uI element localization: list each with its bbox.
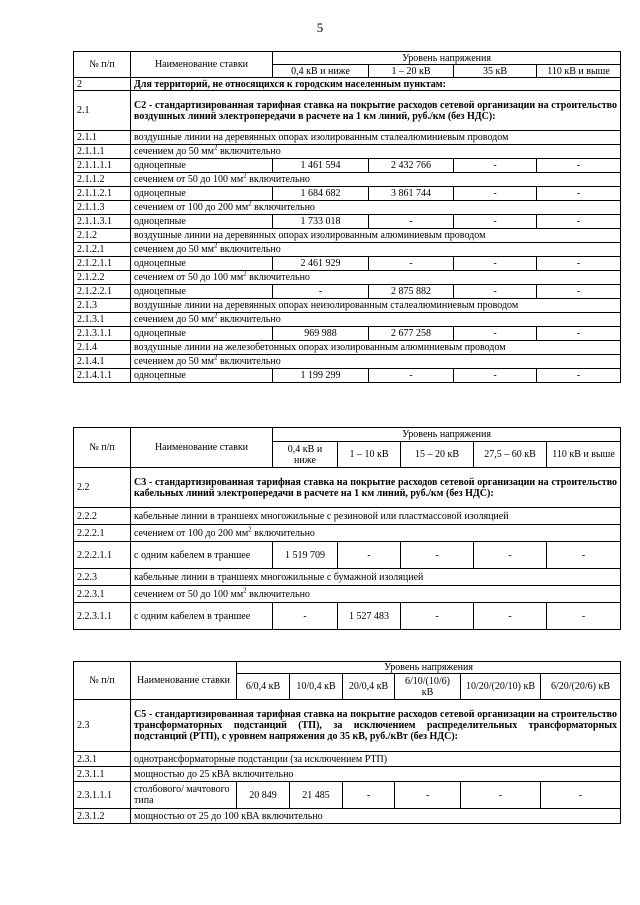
rate-value: 969 988 [273,327,369,341]
row-number: 2.1.3.1.1 [74,327,131,341]
rate-value: 1 461 594 [273,159,369,173]
row-title: воздушные линии на деревянных опорах изолированным алюминиевым проводом [131,229,621,243]
row-title: кабельные линии в траншеях многожильные с бумажной изоляцией [131,569,621,586]
row-number: 2.1.2.1.1 [74,257,131,271]
row-number: 2.3.1.1 [74,767,131,782]
header-voltage-col: 27,5 – 60 кВ [474,442,547,468]
row-title: Для территорий, не относящихся к городским населенным пунктам: [131,78,621,91]
rate-value: 1 199 299 [273,369,369,383]
table-row [74,257,621,271]
table-row [74,355,621,369]
table-row [74,700,621,752]
row-number: 2.1.4.1 [74,355,131,369]
header-voltage-col: 15 – 20 кВ [401,442,474,468]
rate-value: - [537,327,621,341]
rate-value: 21 485 [290,782,343,809]
header-name: Наименование ставки [131,52,273,78]
row-title: воздушные линии на деревянных опорах изолированным сталеалюминиевым проводом [131,131,621,145]
tariff-table-c5 [73,661,621,824]
row-title: одноцепные [131,327,273,341]
rate-value: 1 519 709 [273,542,338,569]
rate-value: - [537,257,621,271]
rate-value: - [537,215,621,229]
table-row [74,508,621,525]
table-row [74,782,621,809]
table-row [74,752,621,767]
rate-value: - [547,603,621,630]
header-voltage-col: 10/20/(20/10) кВ [461,674,541,700]
rate-value: - [369,215,454,229]
row-title: с одним кабелем в траншее [131,542,273,569]
row-number: 2.3 [74,700,131,752]
table-row [74,243,621,257]
rate-value: 2 461 929 [273,257,369,271]
row-number: 2.1.4.1.1 [74,369,131,383]
row-title: столбового/ мачтового типа [131,782,237,809]
table-body [74,78,621,383]
rate-value: 1 733 018 [273,215,369,229]
rate-value: - [343,782,395,809]
rate-value: - [454,187,537,201]
table-row [74,586,621,603]
row-number: 2.1.1.1 [74,145,131,159]
rate-value: - [369,257,454,271]
rate-value: - [273,285,369,299]
row-number: 2.1.1.1.1 [74,159,131,173]
rate-value: - [369,369,454,383]
tariff-table-c3 [73,427,621,630]
table-body [74,468,621,630]
row-title: сечением до 50 $мм^2$ включительно [131,243,621,257]
rate-value: 3 861 744 [369,187,454,201]
row-number: 2.2.3 [74,569,131,586]
row-number: 2.1.1.3 [74,201,131,215]
table-row [74,313,621,327]
rate-value: 2 677 258 [369,327,454,341]
row-title: с одним кабелем в траншее [131,603,273,630]
rate-value: 2 875 882 [369,285,454,299]
row-number: 2 [74,78,131,91]
row-number: 2.1.2 [74,229,131,243]
row-number: 2.1.1.2 [74,173,131,187]
header-voltage-col: 0,4 кВ и ниже [273,65,369,78]
row-number: 2.1.1.2.1 [74,187,131,201]
rate-value: - [454,285,537,299]
table-row [74,215,621,229]
table-row [74,229,621,243]
row-title: одноцепные [131,187,273,201]
row-number: 2.1.2.1 [74,243,131,257]
row-number: 2.1.3 [74,299,131,313]
row-title: сечением от 50 до 100 $мм^2$ включительно [131,271,621,285]
row-number: 2.1.4 [74,341,131,355]
table-row [74,299,621,313]
row-title: воздушные линии на железобетонных опорах изолированным алюминиевым проводом [131,341,621,355]
table-row [74,525,621,542]
row-title: С3 - стандартизированная тарифная ставка на покрытие расходов сетевой организации на строительство кабельных линий электропередачи в расчете на 1 км линий, руб./км (без НДС): [131,468,621,508]
rate-value: - [338,542,401,569]
row-number: 2.1.1.3.1 [74,215,131,229]
row-title: сечением до 50 $мм^2$ включительно [131,355,621,369]
table-row [74,78,621,91]
header-voltage-level: Уровень напряжения [273,52,621,65]
table-row [74,159,621,173]
table-row [74,603,621,630]
header-voltage-col: 1 – 10 кВ [338,442,401,468]
rate-value: - [454,215,537,229]
table-row [74,341,621,355]
rate-value: - [537,369,621,383]
rate-value: - [547,542,621,569]
row-title: сечением от 50 до 100 $мм^2$ включительно [131,173,621,187]
rate-value: - [273,603,338,630]
row-title: сечением от 100 до 200 $мм^2$ включительно [131,525,621,542]
row-number: 2.1.2.2.1 [74,285,131,299]
rate-value: 1 684 682 [273,187,369,201]
table-row [74,201,621,215]
row-title: одноцепные [131,159,273,173]
row-number: 2.2.3.1.1 [74,603,131,630]
table-row [74,187,621,201]
row-title: одноцепные [131,257,273,271]
header-num: № п/п [74,428,131,468]
rate-value: - [474,542,547,569]
header-voltage-col: 0,4 кВ и ниже [273,442,338,468]
row-title: сечением от 50 до 100 $мм^2$ включительно [131,586,621,603]
rate-value: - [454,159,537,173]
rate-value: - [454,327,537,341]
header-voltage-col: 110 кВ и выше [537,65,621,78]
header-voltage-col: 35 кВ [454,65,537,78]
rate-value: - [537,285,621,299]
row-title: сечением до 50 $мм^2$ включительно [131,313,621,327]
row-number: 2.1.2.2 [74,271,131,285]
header-num: № п/п [74,662,131,700]
row-title: кабельные линии в траншеях многожильные с резиновой или пластмассовой изоляцией [131,508,621,525]
table-row [74,131,621,145]
header-voltage-col: 110 кВ и выше [547,442,621,468]
tariff-table-c2 [73,51,621,383]
header-voltage-col: 10/0,4 кВ [290,674,343,700]
row-title: одноцепные [131,285,273,299]
row-number: 2.2.3.1 [74,586,131,603]
page-number: 5 [316,20,324,35]
row-number: 2.3.1 [74,752,131,767]
row-number: 2.3.1.1.1 [74,782,131,809]
header-name: Наименование ставки [131,662,237,700]
row-title: воздушные линии на деревянных опорах неизолированным сталеалюминиевым проводом [131,299,621,313]
header-voltage-col: 6/0,4 кВ [237,674,290,700]
row-title: сечением от 100 до 200 $мм^2$ включительно [131,201,621,215]
table-row [74,285,621,299]
header-name: Наименование ставки [131,428,273,468]
table-row [74,327,621,341]
row-number: 2.2 [74,468,131,508]
rate-value: - [474,603,547,630]
rate-value: - [401,542,474,569]
table-row [74,91,621,131]
row-title: одноцепные [131,369,273,383]
row-title: С2 - стандартизированная тарифная ставка на покрытие расходов сетевой организации на строительство воздушных линий электропередачи в расчете на 1 км линий, руб./км (без НДС): [131,91,621,131]
rate-value: - [541,782,621,809]
rate-value: 1 527 483 [338,603,401,630]
table-row [74,369,621,383]
table-row [74,173,621,187]
rate-value: - [454,369,537,383]
table-row [74,809,621,824]
rate-value: - [537,187,621,201]
row-title: С5 - стандартизированная тарифная ставка на покрытие расходов сетевой организации на строительство трансформаторных подстанций (ТП), за исключением распределительных трансформаторных подстанций (РТП), с уровнем напряжения до 35 кВ, руб./кВт (без НДС): [131,700,621,752]
rate-value: - [395,782,461,809]
header-voltage-col: 1 – 20 кВ [369,65,454,78]
row-number: 2.2.2.1 [74,525,131,542]
table-row [74,468,621,508]
table-row [74,271,621,285]
row-number: 2.1.3.1 [74,313,131,327]
header-num: № п/п [74,52,131,78]
row-number: 2.2.2 [74,508,131,525]
rate-value: - [461,782,541,809]
table-row [74,542,621,569]
rate-value: 20 849 [237,782,290,809]
header-voltage-col: 6/10/(10/6) кВ [395,674,461,700]
rate-value: - [537,159,621,173]
rate-value: - [454,257,537,271]
table-row [74,569,621,586]
row-number: 2.1.1 [74,131,131,145]
table-body [74,700,621,824]
row-number: 2.1 [74,91,131,131]
row-number: 2.2.2.1.1 [74,542,131,569]
row-number: 2.3.1.2 [74,809,131,824]
header-voltage-col: 6/20/(20/6) кВ [541,674,621,700]
row-title: однотрансформаторные подстанции (за исключением РТП) [131,752,621,767]
header-voltage-col: 20/0,4 кВ [343,674,395,700]
rate-value: 2 432 766 [369,159,454,173]
table-row [74,145,621,159]
table-row [74,767,621,782]
row-title: сечением до 50 $мм^2$ включительно [131,145,621,159]
header-voltage-level: Уровень напряжения [273,428,621,442]
header-voltage-level: Уровень напряжения [237,662,621,674]
row-title: мощностью до 25 кВА включительно [131,767,621,782]
row-title: мощностью от 25 до 100 кВА включительно [131,809,621,824]
row-title: одноцепные [131,215,273,229]
rate-value: - [401,603,474,630]
